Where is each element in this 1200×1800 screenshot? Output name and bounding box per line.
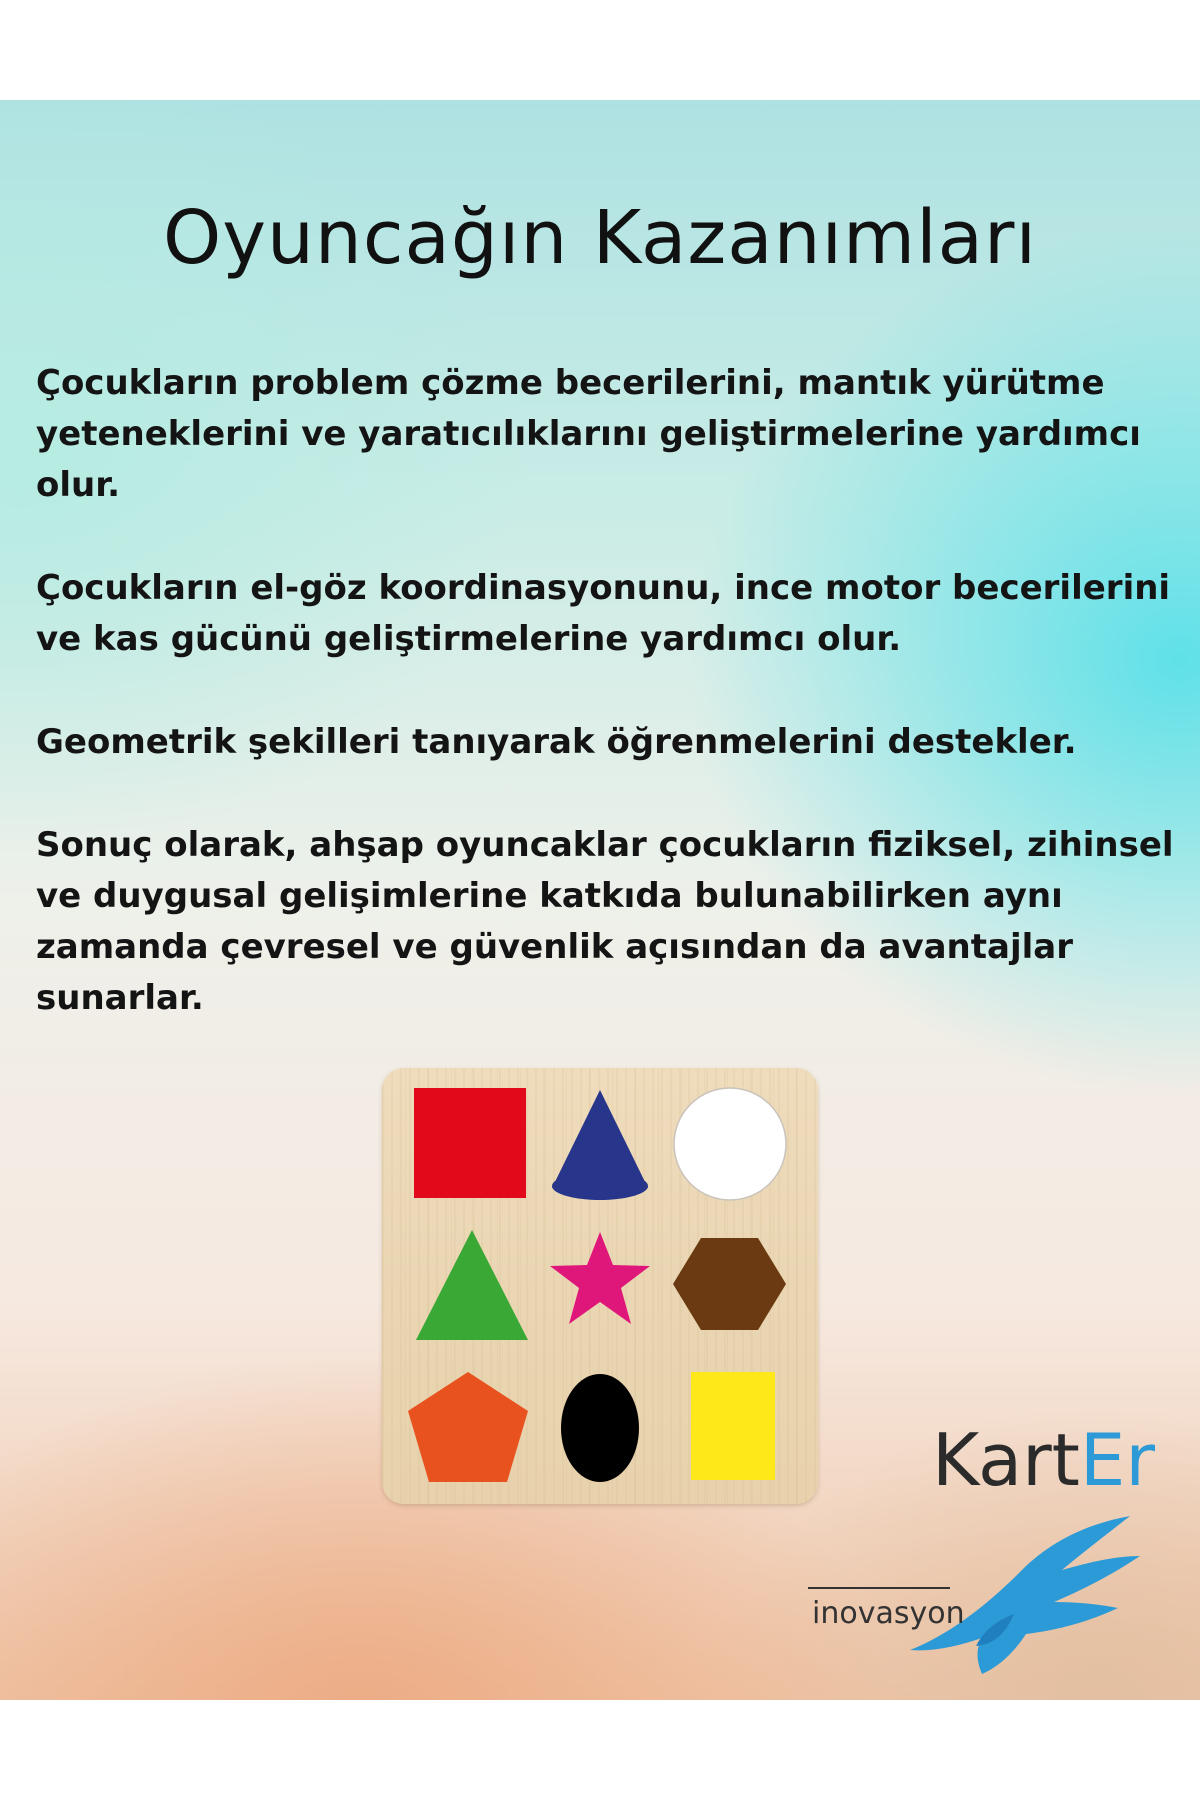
circle-piece [674,1088,786,1200]
pentagon-piece [408,1372,528,1482]
eagle-icon [800,1420,1160,1700]
square-piece [414,1088,526,1198]
benefits-text [36,358,1176,1076]
logo-word-er: Er [1079,1418,1155,1502]
puzzle-pieces [382,1068,818,1504]
logo-word-kart: Kart [932,1418,1080,1502]
page-title: Oyuncağın Kazanımları [162,195,1038,281]
cone-piece-base [552,1172,648,1200]
star-piece [550,1232,650,1324]
rectangle-piece [691,1372,775,1480]
hexagon-piece [673,1238,786,1330]
benefit-paragraph-motor-skills: Çocukların el-göz koordinasyonunu, ince motor becerilerini ve kas gücünü geliştirmelerine yardımcı olur. [36,568,1171,659]
benefit-paragraph-conclusion: Sonuç olarak, ahşap oyuncaklar çocukların fiziksel, zihinsel ve duygusal gelişimlerine katkıda bulunabilirken aynı zamanda çevresel ve güvenlik açısından da avantajlar sunarlar. [36,825,1174,1018]
ellipse-piece [561,1374,639,1482]
cone-piece [552,1090,648,1200]
benefit-paragraph-geometry: Geometrik şekilleri tanıyarak öğrenmelerini destekler. [36,722,1077,762]
logo-subtitle: inovasyon [812,1596,965,1631]
shape-puzzle-board [382,1068,818,1504]
karter-logo [800,1420,1160,1700]
triangle-piece [416,1230,528,1340]
benefit-paragraph-problem-solving: Çocukların problem çözme becerilerini, mantık yürütme yeteneklerini ve yaratıcılıklarını geliştirmelerine yardımcı olur. [36,363,1141,505]
poster [0,100,1200,1700]
